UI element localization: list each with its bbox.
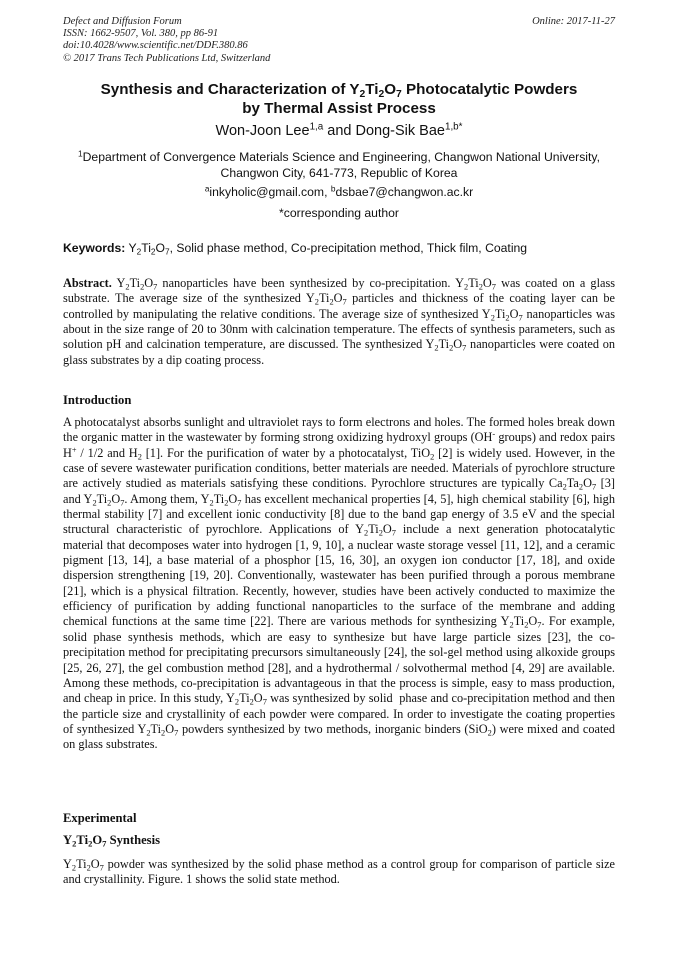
synthesis-subheading: $Y_2Ti_2O_7$ Synthesis bbox=[63, 833, 160, 849]
keywords bbox=[63, 240, 615, 256]
synthesis-text: $Y_2Ti_2O_7$ powder was synthesized by the solid phase method as a control group for comparison of particle size and crystallinity. Figure. 1 shows the solid state method. bbox=[63, 857, 615, 887]
paper-authors: Won-Joon Lee$^{1,a}$ and Dong-Sik Bae$^{1,b*}$ bbox=[215, 121, 463, 139]
abstract-label: Abstract. bbox=[63, 276, 112, 290]
introduction-heading: Introduction bbox=[63, 393, 132, 407]
journal-issn: ISSN: 1662-9507, Vol. 380, pp 86-91 bbox=[63, 28, 219, 40]
author-affiliation: $^1$Department of Convergence Materials Science and Engineering, Changwon National University, Changwon City, 641-773, Republic of Korea bbox=[78, 148, 600, 180]
online-date: Online: 2017-11-27 bbox=[532, 16, 615, 27]
author-emails: $^a$inkyholic@gmail.com, $^b$dsbae7@changwon.ac.kr bbox=[204, 183, 474, 199]
experimental-heading: Experimental bbox=[63, 811, 137, 825]
corresponding-author-note: *corresponding author bbox=[279, 206, 399, 220]
introduction-text: A photocatalyst absorbs sunlight and ultraviolet rays to form electrons and holes. The formed holes break down the organic matter in the wastewater by forming strong oxidizing hydroxyl groups (OH- groups) and redox pairs H+ / 1/2 and $H_2$ [1]. For the purification of water by a photocatalyst, TiO$_2$ [2] is widely used. However, in the case of severe wastewater purification conditions, better materials are needed. Materials of pyrochlore structure are actively studied as materials satisfying these conditions. Pyrochlore structures are typically $Ca_2Ta_2O_7$ [3] and $Y_2Ti_2O_7$. Among them, $Y_2Ti_2O_7$ has excellent mechanical properties [4, 5], high chemical stability [6], high thermal stability [7] and excellent ionic conductivity [8] due to the band gap energy of 3.5 eV and the special structural characteristic of pyrochlore. Applications of $Y_2Ti_2O_7$ include a next generation photocatalytic material that decomposes water into hydrogen [1, 9, 10], a nuclear waste storage vessel [11, 12], and a ceramic pigment [13, 14], a base material of a phosphor [15, 16, 30], an oxygen ion conductor [17, 18], and oxide dispersion strengthening [19, 20]. Conventionally, wastewater has been purified through a porous membrane [21], which is a physical filtration. Recently, however, studies have been actively conducted to maximize the efficiency of purification by adding functional nanoparticles to the surface of the membrane and adding chemical functions at the same time [22]. There are various methods for synthesizing $Y_2Ti_2O_7$. For example, solid phase synthesis methods, which are easy to synthesize but have large particle sizes [23], the co-precipitation method for precipitating precursors simultaneously [24], the sol-gel method using alkoxide groups [25, 26, 27], the gel combustion method [28], and a hydrothermal / solvothermal method [4, 29] are available. Among these methods, co-precipitation is advantageous in that the process is simple, easy to mass production, and cheap in price. In this study, $Y_2Ti_2O_7$ was synthesized by solid phase and co-precipitation method and then the particle size and crystallinity of each powder were compared. In order to investigate the coating properties of synthesized $Y_2Ti_2O_7$ powders synthesized by two methods, inorganic binders (SiO$_2$) were mixed and coated on glass substrates. bbox=[63, 415, 615, 752]
abstract bbox=[63, 276, 615, 368]
journal-name: Defect and Diffusion Forum bbox=[63, 16, 182, 27]
paper-title: Synthesis and Characterization of $Y_2Ti_2O_7$ Photocatalytic Powders by Thermal Assist Process bbox=[100, 81, 578, 117]
journal-copyright: © 2017 Trans Tech Publications Ltd, Switzerland bbox=[63, 52, 271, 64]
journal-doi: doi:10.4028/www.scientific.net/DDF.380.86 bbox=[63, 40, 248, 52]
abstract-text: $Y_2Ti_2O_7$ nanoparticles have been synthesized by co-precipitation. $Y_2Ti_2O_7$ was coated on a glass substrate. The average size of the synthesized $Y_2Ti_2O_7$ particles and thickness of the coating layer can be controlled by manipulating the relative conditions. The average size of synthesized $Y_2Ti_2O_7$ nanoparticles was about in the size range of 20 to 30nm with calcination temperature. The effects of synthesis parameters, such as solution pH and calcination temperature, are discussed. The synthesized $Y_2Ti_2O_7$ nanoparticles were coated on glass substrates by a dip coating process. bbox=[63, 276, 616, 367]
keywords-text: $Y_2Ti_2O_7$, Solid phase method, Co-precipitation method, Thick film, Coating bbox=[125, 241, 528, 257]
journal-header bbox=[63, 16, 270, 65]
keywords-label: Keywords: bbox=[63, 241, 126, 255]
